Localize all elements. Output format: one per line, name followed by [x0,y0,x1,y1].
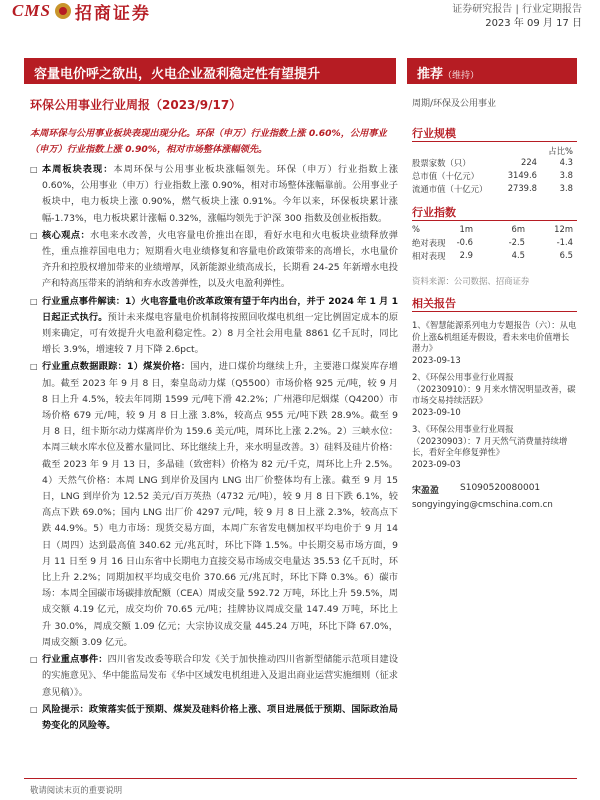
index-head-cell: 1m [459,224,473,234]
analyst-info [412,483,577,510]
main-body [30,162,398,735]
scale-label: 总市值（十亿元） [412,171,479,181]
index-value-6m: -2.5 [508,237,525,247]
scale-pct: 4.3 [559,157,573,167]
paragraph-text: 预计未来煤电容量电价机制将按照回收煤电机组一定比例固定成本的原则来确定，可有效提升火电盈利稳定性。2）8 月全社会用电量 8861 亿千瓦时，同比增长 3.9%，增速较 7 月下降 2.6pct。 [42,311,399,356]
scale-pct: 3.8 [559,183,573,193]
index-value-1m: -0.6 [456,237,473,247]
related-report-date: 2023-09-10 [412,406,461,417]
index-value-6m: 4.5 [511,250,525,260]
scale-value: 2739.8 [507,183,537,193]
footer-note: 敬请阅读末页的重要说明 [30,785,123,795]
scale-value: 224 [521,157,537,167]
scale-label: 股票家数（只） [412,158,471,168]
scale-pct: 3.8 [559,170,573,180]
industry-category: 周期/环保及公用事业 [412,99,497,109]
related-report-title[interactable]: 1、《智慧能源系列电力专题报告（六）：从电价上涨&机组延寿假设，看未来电价值增长潜力》 [412,320,577,353]
related-report[interactable] [412,424,577,470]
scale-row [412,183,577,195]
company-logo [12,0,151,22]
index-label: 绝对表现 [412,238,446,248]
paragraph-text: 本周环保与公用事业板块涨幅领先。环保（申万）行业指数上涨 0.60%，公用事业（申万）行业指数上涨 0.90%，相对市场整体涨幅靠前。公用事业子板块中，电力板块上涨 0.90%，燃气板块上涨 0.91%。今年以来，环保板块累计涨幅-1.73%，电力板块累计涨幅 0.32%，涨幅均领先于沪深 300 指数及创业板指数。 [42,164,399,224]
data-source: 资料来源：公司数据、招商证券 [412,276,530,286]
scale-value: 3149.6 [507,170,537,180]
paragraph-key-events [30,294,398,359]
logo-cn-text: 招商证券 [74,3,151,24]
report-header [0,0,600,34]
index-row [412,250,577,262]
scale-row [412,170,577,182]
index-head-cell: 6m [511,224,525,234]
paragraph-lead: 本周板块表现： [42,164,114,175]
paragraph-lead: 风险提示：政策落实低于预期、煤炭及硅料价格上涨、项目进展低于预期、国际政治局势变化的风险等。 [42,703,398,731]
paragraph-text: 四川省发改委等联合印发《关于加快推动四川省新型储能示范项目建设的实施意见》、华中能监局发布《华中区域发电机组进入及退出商业运营实施细则（征求意见稿）》。 [42,654,399,698]
report-title: 容量电价呼之欲出，火电企业盈利稳定性有望提升 [24,58,396,84]
scale-pct-header: 占比% [548,146,573,156]
scale-section-title: 行业规模 [412,127,456,140]
scale-row [412,157,577,169]
report-type: 证券研究报告 | 行业定期报告 [452,4,582,15]
related-report-title[interactable]: 2、《环保公用事业行业周报（20230910）：9 月来水情况明显改善，碳市场交易持续活跃》 [412,372,576,405]
index-header-row [412,224,577,236]
paragraph-lead: 行业重点事件： [42,654,108,666]
rating-bar [407,58,577,84]
logo-mark-icon [55,3,71,19]
rating-label: 推荐 [417,67,444,82]
paragraph-text: 国内，进口煤价均继续上升，主要港口煤炭库存增加。截至 2023 年 9 月 8 日，秦皇岛动力煤（Q5500）市场价格 925 元/吨，较 9 月 8 日上升 4.5%，较去年同期 1599 元/吨下滑 42.2%；广州港印尼烟煤（Q4200）市场价格 679 元/吨，较 9 月 8 日上涨 3.8%，较高点 955 元/吨下跌 28.9%。截至 9 月 8 日，纽卡斯尔动力煤离岸价为 159.6 美元/吨，周环比上涨 2.2%。2）三峡水位：本周三峡水库水位及蓄水量同比、环比继续上升，来水明显改善。3）硅料及硅片价格：截至 2023 年 9 月 13 日，多晶硅（致密料）价格为 82 元/千克，周环比上升 2.5%。4）天然气价格：本周 LNG 到岸价及国内 LNG 出厂价整体均有上涨。截至 9 月 15 日，LNG 到岸价为 12.52 美元/百万英热（4732 元/吨），较 9 月 8 日下跌 6.1%，较高点下跌 69.0%；国内 LNG 出厂价 4297 元/吨，较 9 月 8 日上涨 2.3%，较高点下跌 44.9%。5）电力市场：现货交易方面，本周广东省发电侧加权平均电价于 9 月 14 日（周四）达到最高值 340.62 元/兆瓦时，环比下降 1.5%。中长期交易市场方面，9 月 11 日至 9 月 16 日山东省中长期电力直接交易市场成交电量达 35.53 亿千瓦时，环比上升 2.2%；同期加权平均成交电价 370.66 元/兆瓦时，环比下降 0.3%。6）碳市场：本周全国碳市场碳排放配额（CEA）周成交量 592.72 万吨，环比上升 59.5%，周成交额 4.19 亿元，成交均价 70.65 元/吨；挂牌协议周成交量 147.49 万吨，环比上升 30.0%，周成交额 1.09 亿元；大宗协议成交量 445.24 万吨，环比下降 67.0%，周成交额 3.09 亿元。 [42,361,398,648]
report-date: 2023 年 09 月 17 日 [485,18,582,29]
rating-note: （维持） [443,71,480,81]
analyst-cert: S1090520080001 [460,483,541,493]
summary-text: 本周环保与公用事业板块表现出现分化。环保（申万）行业指数上涨 0.60%，公用事业（申万）行业指数上涨 0.90%，相对市场整体涨幅领先。 [30,128,387,155]
scale-label: 流通市值（十亿元） [412,184,488,194]
report-subtitle: 环保公用事业行业周报（2023/9/17） [30,98,242,112]
index-label: 相对表现 [412,251,446,261]
analyst-name: 宋盈盈 [412,486,440,496]
index-section-title: 行业指数 [412,206,456,219]
index-value-12m: 6.5 [559,250,573,260]
index-divider [412,220,577,221]
related-report-date: 2023-09-13 [412,354,461,365]
index-head-cell: % [412,224,420,234]
paragraph-risk [30,702,398,734]
paragraph-data-tracking [30,359,398,651]
footer-divider [24,778,577,779]
index-value-1m: 2.9 [459,250,473,260]
related-report[interactable] [412,372,577,418]
related-report-date: 2023-09-03 [412,458,461,469]
analyst-email[interactable]: songyingying@cmschina.com.cn [412,500,553,510]
paragraph-lead: 核心观点： [42,229,91,241]
paragraph-core-view [30,228,398,293]
paragraph-lead: 行业重点数据跟踪：1）煤炭价格： [42,361,191,373]
paragraph-lead: 行业重点事件解读：1）火电容量电价改革政策有望于年内出台，并于 2024 年 1 月 1 日起正式执行。 [42,295,398,323]
logo-cms-text: CMS [12,1,51,20]
index-head-cell: 12m [554,224,573,234]
related-section-title: 相关报告 [412,297,456,310]
paragraph-industry-events [30,652,398,701]
paragraph-board-performance [30,162,398,227]
related-divider [412,311,577,312]
index-value-12m: -1.4 [556,237,573,247]
related-report[interactable] [412,320,577,366]
related-report-title[interactable]: 3、《环保公用事业行业周报（20230903）：7 月天然气消费量持续增长，看好全年修复弹性》 [412,424,568,457]
index-row [412,237,577,249]
scale-divider [412,141,577,142]
paragraph-text: 水电来水改善，火电容量电价推出在即，看好水电和火电板块业绩释放弹性，重点推荐国电电力；短期看火电业绩修复和容量电价政策带来的高增长，水电量价齐升和控股权增加带来的业绩增厚，风新能源业绩高成长，长期看 24-25 年新增水电投产和特高压带来的消纳和弃水改善弹性，以及火电盈利弹性。 [42,229,399,290]
